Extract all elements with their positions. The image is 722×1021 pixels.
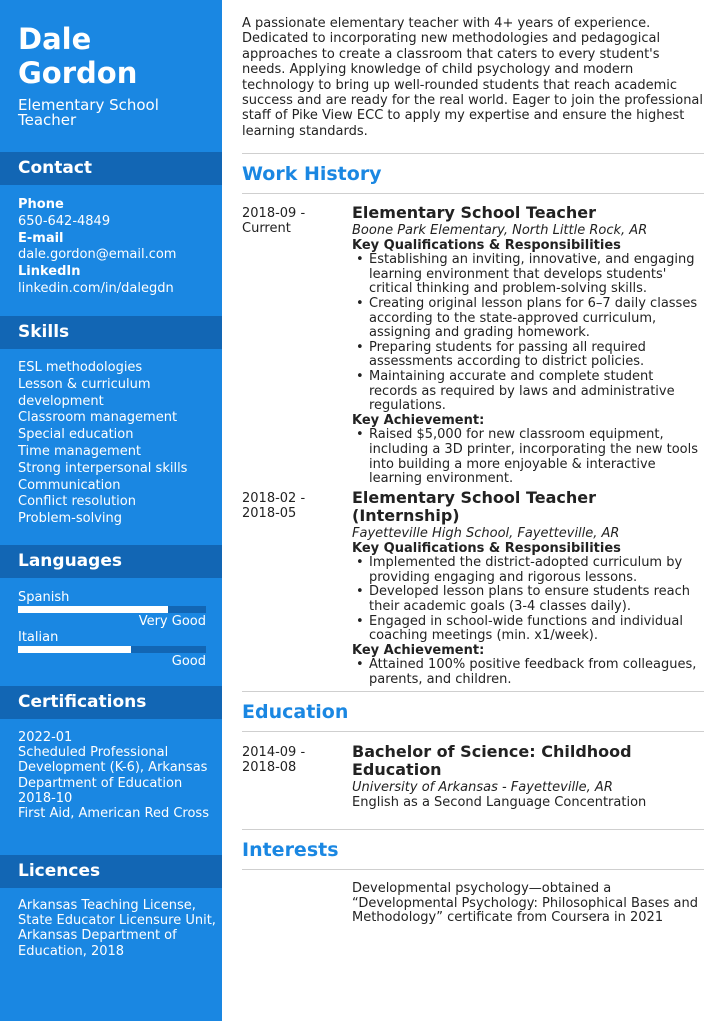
date-end: 2018-08	[242, 760, 297, 775]
skill-item: Conflict resolution	[18, 494, 136, 510]
interests-heading: Interests	[242, 839, 339, 861]
last-name: Gordon	[18, 56, 138, 90]
work-date	[242, 206, 342, 236]
cert-date: 2018-10	[18, 790, 73, 806]
skill-item: Lesson & curriculum development	[18, 376, 151, 409]
date-start: 2018-09 -	[242, 206, 306, 221]
company: Boone Park Elementary, North Little Rock, AR	[352, 223, 648, 238]
list-item: • Developed lesson plans to ensure students reach their academic goals (3-4 classes daily).	[369, 585, 704, 614]
school: University of Arkansas - Fayetteville, AR	[352, 780, 613, 795]
contact-block	[18, 197, 218, 298]
list-item: • Creating original lesson plans for 6–7 daily classes according to the state-approved curriculum, assigning and grading homework.	[369, 297, 704, 341]
skill-item: Strong interpersonal skills	[18, 460, 188, 476]
divider	[242, 193, 704, 194]
achievement-heading: Key Achievement:	[352, 642, 485, 658]
work-date	[242, 491, 342, 521]
list-item: • Establishing an inviting, innovative, and engaging learning environment that develops students' critical thinking and problem-solving skills.	[369, 253, 704, 297]
phone-value: 650-642-4849	[18, 213, 111, 229]
date-start: 2018-02 -	[242, 491, 306, 506]
language-bar-fill	[18, 646, 131, 653]
summary-text: A passionate elementary teacher with 4+ years of experience. Dedicated to incorporating new methodologies and pedagogical approaches to create a classroom that caters to every student's needs. Applying knowledge of child psychology and modern technology to bring up well-rounded students that reach academic success and are ready for the real world. Eager to join the professional staff of Pike View ECC to apply my expertise and ensure the highest learning standards.	[242, 16, 704, 139]
certifications-list	[18, 730, 218, 821]
linkedin-value[interactable]: linkedin.com/in/dalegdn	[18, 280, 174, 296]
list-item: • Engaged in school-wide functions and individual coaching meetings (min. x1/week).	[369, 615, 704, 644]
skill-item: ESL methodologies	[18, 360, 143, 375]
language-bar-fill	[18, 606, 168, 613]
divider	[242, 153, 704, 154]
job-title: Elementary School Teacher	[352, 203, 597, 222]
first-name: Dale	[18, 22, 92, 56]
language-spanish	[18, 590, 206, 630]
candidate-name	[18, 22, 218, 90]
skill-item: Communication	[18, 477, 121, 493]
date-end: Current	[242, 221, 291, 236]
language-level: Good	[171, 654, 206, 669]
interests-text: Developmental psychology—obtained a “Developmental Psychology: Philosophical Bases and Methodology” certificate from Coursera in 2021	[352, 881, 699, 926]
divider	[242, 869, 704, 870]
skills-heading: Skills	[0, 316, 222, 349]
list-item: • Implemented the district-adopted curriculum by providing engaging and rigorous lessons.	[369, 556, 704, 585]
degree: Bachelor of Science: Childhood Education	[352, 742, 632, 779]
work-entry	[352, 204, 704, 487]
list-item: • Attained 100% positive feedback from colleagues, parents, and children.	[369, 658, 704, 687]
email-label: E-mail	[18, 230, 64, 246]
linkedin-label: LinkedIn	[18, 264, 81, 280]
skills-list	[18, 360, 218, 528]
responsibilities-list	[352, 556, 704, 644]
language-italian	[18, 630, 206, 670]
licences-heading: Licences	[0, 855, 222, 888]
date-start: 2014-09 -	[242, 745, 306, 760]
skill-item: Special education	[18, 427, 134, 443]
job-title: Elementary School Teacher	[18, 96, 159, 129]
work-history-heading: Work History	[242, 163, 382, 185]
phone-label: Phone	[18, 197, 64, 212]
responsibilities-list	[352, 253, 704, 414]
language-level: Very Good	[138, 614, 206, 629]
list-item: • Maintaining accurate and complete student records as required by laws and administrative regulations.	[369, 370, 704, 414]
responsibilities-heading: Key Qualifications & Responsibilities	[352, 237, 621, 253]
job-title: Elementary School Teacher (Internship)	[352, 488, 597, 525]
list-item: • Raised $5,000 for new classroom equipment, including a 3D printer, incorporating the new tools into building a more enjoyable & interactive learning environment.	[369, 428, 704, 486]
education-note: English as a Second Language Concentration	[352, 794, 647, 810]
divider	[242, 691, 704, 692]
responsibilities-heading: Key Qualifications & Responsibilities	[352, 540, 621, 556]
skill-item: Problem-solving	[18, 511, 122, 527]
licences-text: Arkansas Teaching License, State Educator Licensure Unit, Arkansas Department of Education, 2018	[18, 898, 216, 959]
list-item: • Preparing students for passing all required assessments according to district policies.	[369, 341, 704, 370]
education-heading: Education	[242, 701, 349, 723]
language-name: Spanish	[18, 590, 70, 605]
email-value[interactable]: dale.gordon@email.com	[18, 247, 177, 263]
cert-date: 2022-01	[18, 730, 73, 745]
divider	[242, 731, 704, 732]
achievement-list	[352, 658, 704, 687]
certifications-heading: Certifications	[0, 686, 222, 719]
company: Fayetteville High School, Fayetteville, AR	[352, 526, 620, 541]
skill-item: Classroom management	[18, 410, 178, 426]
language-name: Italian	[18, 630, 59, 645]
language-bar	[18, 606, 206, 613]
education-entry	[352, 743, 704, 810]
achievement-list	[352, 428, 704, 486]
languages-heading: Languages	[0, 545, 222, 578]
skill-item: Time management	[18, 443, 142, 459]
sidebar	[0, 0, 222, 1021]
cert-text: Scheduled Professional Development (K-6), Arkansas Department of Education	[18, 745, 208, 791]
language-bar	[18, 646, 206, 653]
date-end: 2018-05	[242, 506, 297, 521]
education-date	[242, 745, 342, 775]
work-entry	[352, 489, 704, 688]
contact-heading: Contact	[0, 152, 222, 185]
achievement-heading: Key Achievement:	[352, 412, 485, 428]
divider	[242, 829, 704, 830]
cert-text: First Aid, American Red Cross	[18, 806, 209, 822]
